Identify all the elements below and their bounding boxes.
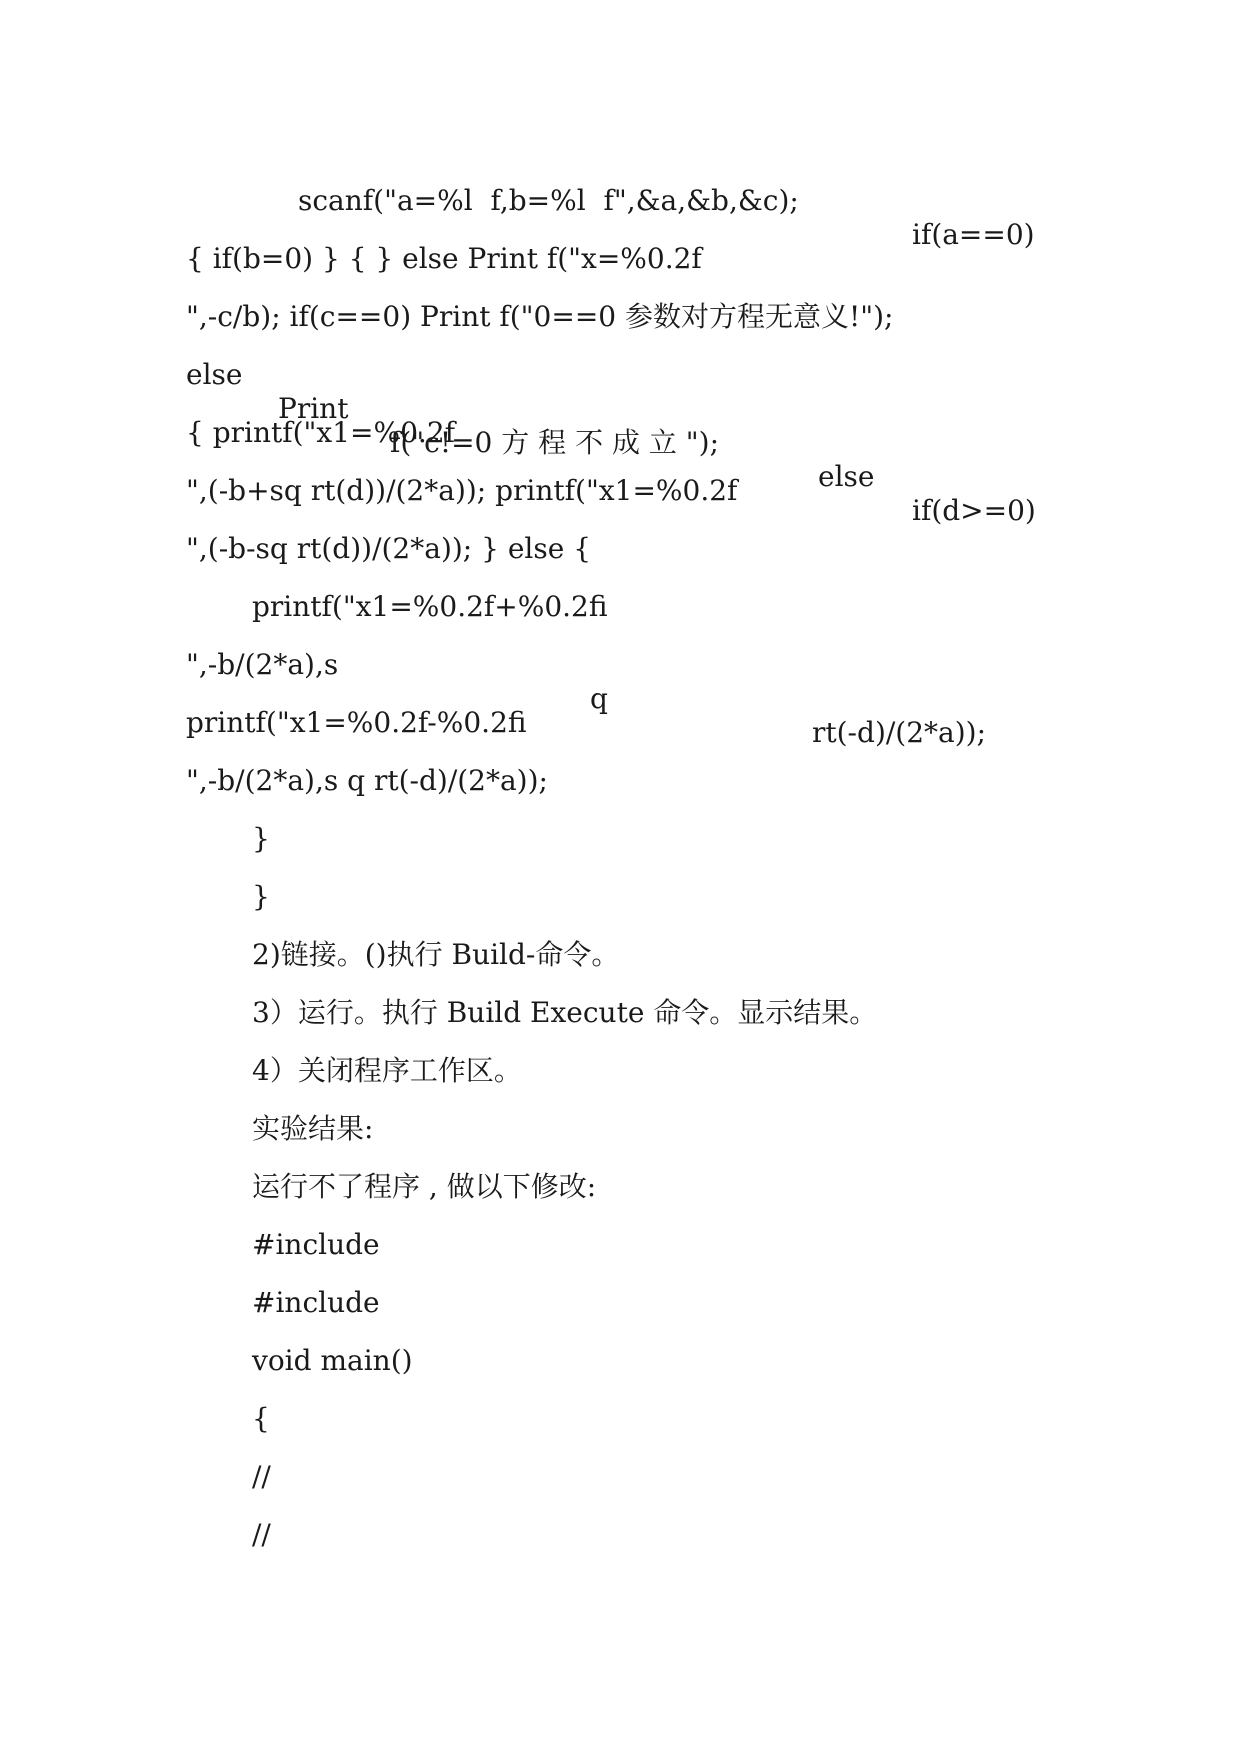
code-segment: printf("x1=%0.2f+%0.2fi — [252, 590, 608, 623]
code-line-comment — [0, 1484, 271, 1586]
code-segment: if(a==0) — [912, 218, 1035, 251]
code-segment: ",-b/(2*a),s — [186, 648, 339, 681]
code-segment: { — [252, 1402, 270, 1435]
code-segment: // — [252, 1460, 271, 1493]
step-text: 2)链接。()执行 Build-命令。 — [252, 938, 620, 971]
code-segment: else — [818, 460, 875, 493]
code-segment: q — [590, 682, 608, 715]
code-segment: { printf("x1=%0.2f — [186, 416, 455, 449]
code-segment: rt(-d)/(2*a)); — [812, 716, 987, 749]
code-segment: ",(-b-sq rt(d))/(2*a)); } else { — [186, 532, 592, 565]
step-text: 3）运行。执行 Build Execute 命令。显示结果。 — [252, 996, 878, 1029]
code-segment: } — [252, 822, 270, 855]
code-segment: ",-b/(2*a),s q rt(-d)/(2*a)); — [186, 764, 548, 797]
code-segment: #include — [252, 1286, 380, 1319]
code-segment: ",(-b+sq rt(d))/(2*a)); printf("x1=%0.2f — [186, 474, 738, 507]
code-segment: Print — [278, 392, 349, 425]
code-segment: scanf("a=%l f,b=%l f",&a,&b,&c); — [298, 184, 799, 217]
paragraph-text: 运行不了程序 , 做以下修改: — [252, 1170, 597, 1203]
code-segment: void main() — [252, 1344, 413, 1377]
code-segment: // — [252, 1518, 271, 1551]
code-segment: } — [252, 880, 270, 913]
code-segment: f("c!=0 方 程 不 成 立 "); — [390, 426, 720, 459]
code-segment: if(d>=0) — [912, 494, 1036, 527]
code-segment: ",-c/b); if(c==0) Print f("0==0 参数对方程无意义!"); — [186, 300, 894, 333]
code-segment: #include — [252, 1228, 380, 1261]
code-segment: printf("x1=%0.2f-%0.2fi — [186, 706, 527, 739]
step-text: 4）关闭程序工作区。 — [252, 1054, 522, 1087]
code-segment: { if(b=0) } { } else Print f("x=%0.2f — [186, 242, 702, 275]
code-segment: else — [186, 358, 243, 391]
heading-text: 实验结果: — [252, 1112, 374, 1145]
